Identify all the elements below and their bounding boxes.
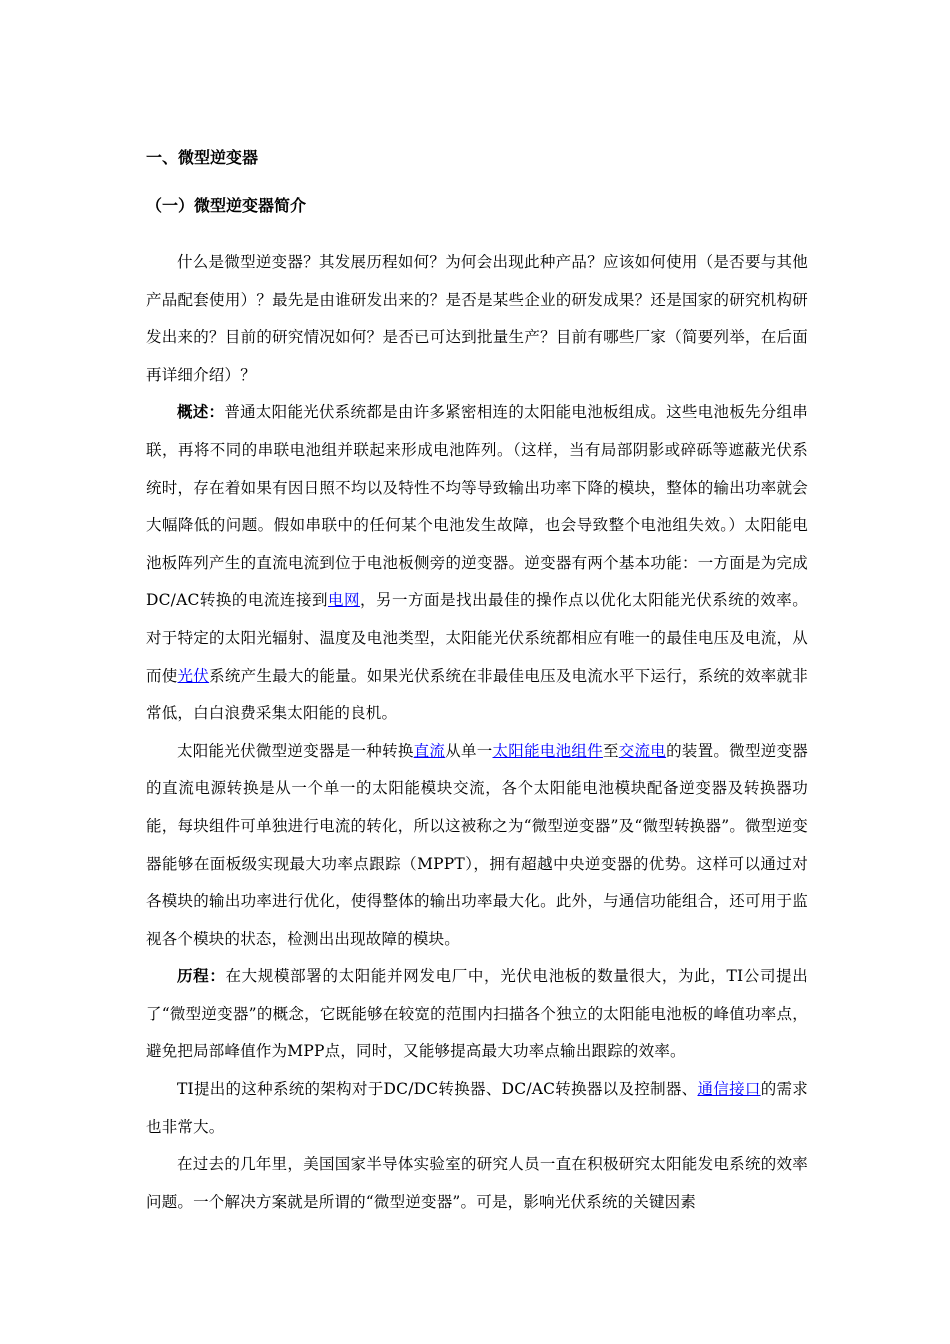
link-power-grid[interactable]: 电网 — [327, 591, 360, 610]
paragraph-intro-questions: 什么是微型逆变器？其发展历程如何？为何会出现此种产品？应该如何使用（是否要与其他产品配套使用）？最先是由谁研发出来的？是否是某些企业的研发成果？还是国家的研究机构研发出来的？目前的研究情况如何？是否已可达到批量生产？目前有哪些厂家（简要列举，在后面再详细介绍）？ — [146, 253, 808, 384]
link-alternating-current[interactable]: 交流电 — [618, 741, 667, 760]
definition-text-4: 的装置。微型逆变器的直流电源转换是从一个单一的太阳能模块交流，各个太阳能电池模块配备逆变器及转换器功能，每块组件可单独进行电流的转化，所以这被称之为“微型逆变器”及“微型转换器”。微型逆变器能够在面板级实现最大功率点跟踪（MPPT），拥有超越中央逆变器的优势。这样可以通过对各模块的输出功率进行优化，使得整体的输出功率最大化。此外，与通信功能组合，还可用于监视各个模块的状态，检测出出现故障的模块。 — [146, 741, 808, 948]
ti-text-2: 的需求也非常大。 — [146, 1080, 808, 1136]
ti-text-1: TI提出的这种系统的架构对于DC/DC转换器、DC/AC转换器以及控制器、 — [177, 1080, 698, 1099]
heading-section-1: 一、微型逆变器 — [146, 148, 259, 167]
link-communication-interface[interactable]: 通信接口 — [697, 1080, 761, 1099]
paragraph-research: 在过去的几年里，美国国家半导体实验室的研究人员一直在积极研究太阳能发电系统的效率问题。一个解决方案就是所谓的“微型逆变器”。可是，影响光伏系统的关键因素 — [146, 1155, 808, 1211]
overview-text-3: 系统产生最大的能量。如果光伏系统在非最佳电压及电流水平下运行，系统的效率就非常低，白白浪费采集太阳能的良机。 — [146, 666, 808, 723]
definition-text-1: 太阳能光伏微型逆变器是一种转换 — [177, 741, 414, 760]
paragraph-ti-architecture — [146, 1071, 808, 1146]
paragraph-history — [146, 958, 808, 1071]
history-label: 历程： — [177, 967, 226, 986]
overview-text-2: ，另一方面是找出最佳的操作点以优化太阳能光伏系统的效率。对于特定的太阳光辐射、温度及电池类型，太阳能光伏系统都相应有唯一的最佳电压及电流，从而使 — [146, 591, 808, 685]
link-direct-current[interactable]: 直流 — [413, 741, 446, 760]
definition-text-3: 至 — [602, 741, 619, 760]
overview-text-1: 普通太阳能光伏系统都是由许多紧密相连的太阳能电池板组成。这些电池板先分组串联，再将不同的串联电池组并联起来形成电池阵列。（这样，当有局部阴影或碎砾等遮蔽光伏系统时，存在着如果有因日照不均以及特性不均等导致输出功率下降的模块，整体的输出功率就会大幅降低的问题。假如串联中的任何某个电池发生故障，也会导致整个电池组失效。）太阳能电池板阵列产生的直流电流到位于电池板侧旁的逆变器。逆变器有两个基本功能：一方面是为完成DC/AC转换的电流连接到 — [146, 403, 809, 610]
paragraph-overview — [146, 394, 808, 732]
overview-label: 概述： — [177, 403, 225, 422]
link-photovoltaic[interactable]: 光伏 — [177, 666, 210, 685]
definition-text-2: 从单一 — [445, 741, 493, 760]
paragraph-definition — [146, 733, 808, 959]
link-solar-module[interactable]: 太阳能电池组件 — [492, 741, 603, 760]
document-body — [146, 144, 808, 1221]
history-text: 在大规模部署的太阳能并网发电厂中，光伏电池板的数量很大，为此，TI公司提出了“微型逆变器”的概念，它既能够在较宽的范围内扫描各个独立的太阳能电池板的峰值功率点，避免把局部峰值作为MPP点，同时，又能够提高最大功率点输出跟踪的效率。 — [146, 967, 808, 1061]
heading-subsection-1: （一）微型逆变器简介 — [146, 196, 307, 215]
